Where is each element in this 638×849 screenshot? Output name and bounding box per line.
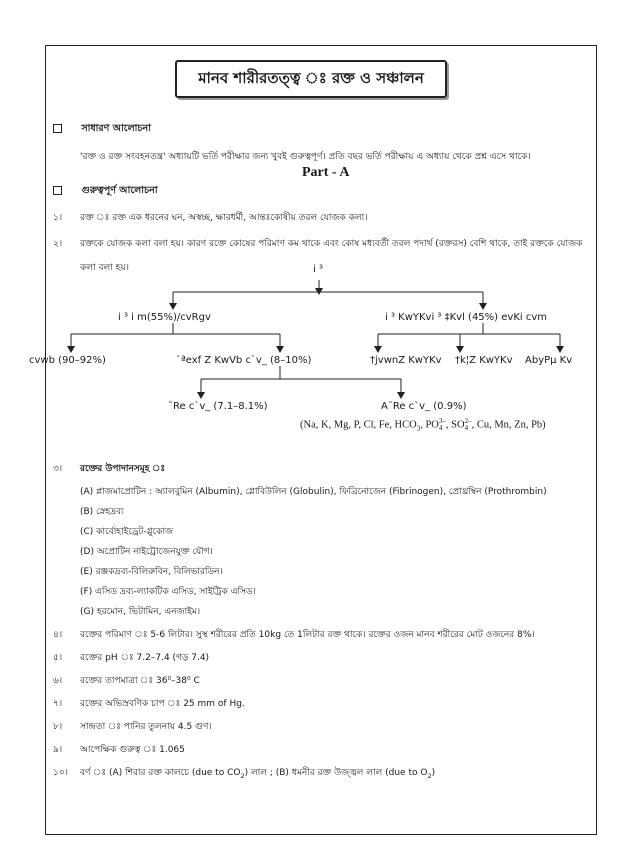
- part-label: Part - A: [302, 165, 350, 180]
- tree-plasma: i ³ i m(55%)/cvRgv: [118, 312, 211, 323]
- tree-solids: `ªexf Z KwVb c`v_ (8–10%): [176, 355, 312, 366]
- component-item: (A) প্লাজমাপ্রোটিন : অ্যালবুমিন (Albumin), গ্লোবিউলিন (Globulin), ফিব্রিনোজেন (Fibrinogen), প্রোথ্রম্বিন (Prothrombin): [80, 487, 547, 497]
- component-item: (C) কার্বোহাইড্রেট-গ্লুকোজ: [80, 527, 174, 537]
- tree-organic: ˜Re c`v_ (7.1–8.1%): [168, 401, 268, 412]
- component-item: (B) স্নেহদ্রব্য: [80, 507, 124, 517]
- color-number: ১০।: [53, 768, 68, 778]
- fact-viscosity: সান্দ্রতা ঃ পানির তুলনায় 4.5 গুণ।: [80, 722, 212, 732]
- fact-specific-gravity: আপেক্ষিক গুরুত্ব ঃ 1.065: [80, 745, 185, 755]
- fact-number: ৮।: [53, 722, 63, 732]
- fact-color: বর্ণ ঃ (A) শিরার রক্ত কালচে (due to $CO_2$) লাল ; (B) ধমনীর রক্ত উজ্জ্বল লাল (due to $O_2$): [80, 768, 436, 780]
- tree-rbc: †jvwnZ KwYKv: [370, 355, 442, 366]
- point-2-line-2: কলা বলা হয়।: [80, 263, 129, 273]
- tree-wbc: †k¦Z KwYKv: [455, 355, 513, 366]
- important-heading-label: গুরুত্বপূর্ণ আলোচনা: [81, 185, 158, 196]
- ion-list: (Na, K, Mg, P, Cl, Fe, $HCO_3$, PO3– 4 , SO2– 4 , Cu, Mn, Zn, Pb): [300, 417, 546, 433]
- fact-temperature: রক্তের তাপমাত্রা ঃ 36⁰–38⁰ C: [80, 676, 200, 686]
- component-item: (D) অপ্রোটিন নাইট্রোজেনযুক্ত যৌগ।: [80, 547, 213, 557]
- tree-platelet: AbyPµ Kv: [525, 355, 573, 366]
- point-2-line-1: রক্তকে যোজক কলা বলা হয়। কারণ রক্তে কোষের পরিমাণ কম থাকে এবং কোষ মধ্যবর্তী তরল পদার্থ (রক্তরস) বেশি থাকে, তাই রক্তকে যোজক: [80, 239, 583, 249]
- point-1-text: রক্ত ঃ রক্ত এক ধরনের ঘন, অস্বচ্ছ, ক্ষারধর্মী, আন্তঃকোষীয় তরল যোজক কলা।: [80, 213, 368, 223]
- fact-number: ৭।: [53, 699, 63, 709]
- tree-water: cvwb (90–92%): [29, 355, 106, 366]
- tree-cells: i ³ KwYKvi ³ ‡Kvl (45%) evKi cvm: [385, 312, 547, 323]
- fact-number: ৯।: [53, 745, 63, 755]
- page-title: মানব শারীরতত্ত্ব ঃ রক্ত ও সঞ্চালন: [175, 60, 447, 98]
- components-number: ৩।: [53, 464, 63, 474]
- fact-number: ৫।: [53, 653, 63, 663]
- component-item: (G) হরমোন, ভিটামিন, এনজাইম।: [80, 607, 201, 617]
- fact-osmotic-pressure: রক্তের অভিস্রবণিক চাপ ঃ 25 mm of Hg.: [80, 699, 245, 709]
- tree-root: i ³: [313, 264, 323, 275]
- fact-number: ৬।: [53, 676, 63, 686]
- fact-number: ৪।: [53, 630, 63, 640]
- components-heading: রক্তের উপাদানসমূহ ঃ: [80, 464, 166, 474]
- tree-inorganic: A˜Re c`v_ (0.9%): [381, 401, 467, 412]
- general-text: 'রক্ত ও রক্ত সংবহনতন্ত্র' অধ্যায়টি ভর্তি পরীক্ষার জন্য খুবই গুরুত্বপূর্ণ। প্রতি বছর ভর্তি পরীক্ষায় এ অধ্যায় থেকে প্রশ্ন এসে থাকে।: [80, 152, 531, 162]
- fact-blood-volume: রক্তের পরিমাণ ঃ 5-6 লিটার। সুস্থ শরীরের প্রতি 10kg তে 1লিটার রক্ত থাকে। রক্তের ওজন মানব শরীরের মোট ওজনের 8%।: [80, 630, 535, 640]
- component-item: (F) এসিড দ্রব্য-ল্যাকটিক এসিড, সাইট্রিক এসিড।: [80, 587, 256, 597]
- fact-ph: রক্তের pH ঃ 7.2–7.4 (গড় 7.4): [80, 653, 210, 663]
- general-heading-label: সাধারণ আলোচনা: [81, 123, 151, 134]
- component-item: (E) রঞ্জকদ্রব্য-বিলিরুবিন, বিলিভারডিন।: [80, 567, 223, 577]
- point-1-number: ১।: [53, 213, 63, 223]
- point-2-number: ২।: [53, 239, 63, 249]
